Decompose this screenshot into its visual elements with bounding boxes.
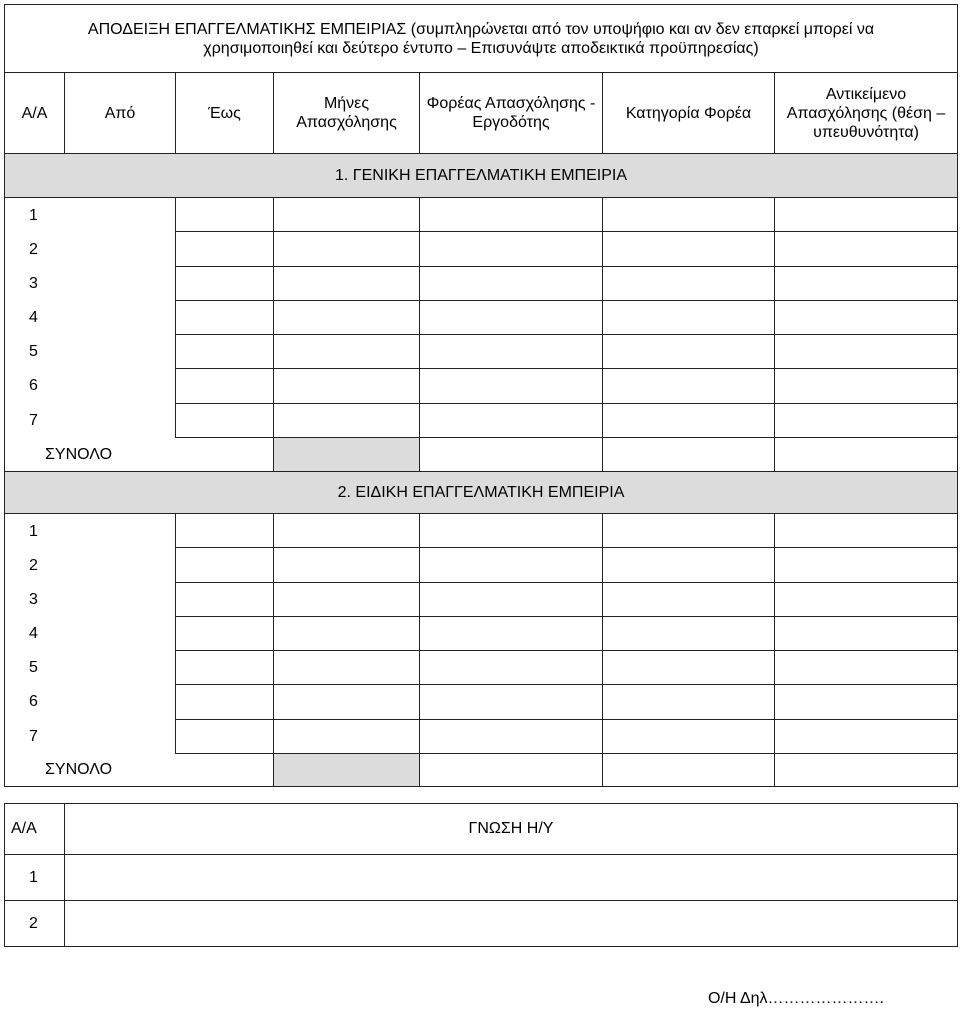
months-cell[interactable] bbox=[274, 514, 420, 548]
header-months: Μήνες Απασχόλησης bbox=[274, 73, 420, 154]
employer-cell[interactable] bbox=[420, 548, 603, 582]
from-cell[interactable] bbox=[65, 232, 176, 266]
months-cell[interactable] bbox=[274, 719, 420, 753]
category-cell[interactable] bbox=[603, 369, 775, 403]
row-number: 6 bbox=[5, 685, 65, 719]
row-number: 1 bbox=[5, 855, 65, 901]
employer-cell[interactable] bbox=[420, 335, 603, 369]
knowledge-cell[interactable] bbox=[65, 901, 958, 947]
category-cell[interactable] bbox=[603, 335, 775, 369]
from-cell[interactable] bbox=[65, 369, 176, 403]
category-cell[interactable] bbox=[603, 300, 775, 334]
employer-cell[interactable] bbox=[420, 369, 603, 403]
subject-cell[interactable] bbox=[775, 335, 958, 369]
table-row bbox=[5, 616, 958, 650]
to-cell[interactable] bbox=[176, 266, 274, 300]
table-row bbox=[5, 514, 958, 548]
header-from: Από bbox=[65, 73, 176, 154]
table-row bbox=[5, 855, 958, 901]
signature-line: Ο/Η Δηλ…………………. bbox=[707, 990, 884, 1007]
months-cell[interactable] bbox=[274, 266, 420, 300]
table-row bbox=[5, 582, 958, 616]
to-cell[interactable] bbox=[176, 651, 274, 685]
to-cell[interactable] bbox=[176, 685, 274, 719]
form-title bbox=[5, 5, 958, 73]
from-cell[interactable] bbox=[65, 266, 176, 300]
employer-cell[interactable] bbox=[420, 616, 603, 650]
employer-cell[interactable] bbox=[420, 514, 603, 548]
total-subject-cell[interactable] bbox=[775, 753, 958, 786]
subject-cell[interactable] bbox=[775, 582, 958, 616]
employer-cell[interactable] bbox=[420, 403, 603, 437]
category-cell[interactable] bbox=[603, 548, 775, 582]
knowledge-header-aa: Α/Α bbox=[5, 804, 65, 855]
subject-cell[interactable] bbox=[775, 198, 958, 232]
months-cell[interactable] bbox=[274, 651, 420, 685]
knowledge-header-title: ΓΝΩΣΗ Η/Υ bbox=[65, 804, 958, 855]
section-general-title: 1. ΓΕΝΙΚΗ ΕΠΑΓΓΕΛΜΑΤΙΚΗ ΕΜΠΕΙΡΙΑ bbox=[5, 153, 958, 197]
table-row bbox=[5, 651, 958, 685]
months-cell[interactable] bbox=[274, 369, 420, 403]
from-cell[interactable] bbox=[65, 616, 176, 650]
row-number: 6 bbox=[5, 369, 65, 403]
from-cell[interactable] bbox=[65, 651, 176, 685]
employer-cell[interactable] bbox=[420, 232, 603, 266]
row-number: 2 bbox=[5, 232, 65, 266]
total-subject-cell[interactable] bbox=[775, 437, 958, 471]
total-category-cell[interactable] bbox=[603, 437, 775, 471]
total-employer-cell[interactable] bbox=[420, 437, 603, 471]
category-cell[interactable] bbox=[603, 685, 775, 719]
employer-cell[interactable] bbox=[420, 651, 603, 685]
months-cell[interactable] bbox=[274, 198, 420, 232]
months-cell[interactable] bbox=[274, 685, 420, 719]
from-cell[interactable] bbox=[65, 685, 176, 719]
row-number: 3 bbox=[5, 582, 65, 616]
months-cell[interactable] bbox=[274, 232, 420, 266]
months-cell[interactable] bbox=[274, 403, 420, 437]
table-row bbox=[5, 335, 958, 369]
to-cell[interactable] bbox=[176, 719, 274, 753]
total-label: ΣΥΝΟΛΟ bbox=[5, 437, 274, 471]
header-aa: Α/Α bbox=[5, 73, 65, 154]
table-row bbox=[5, 369, 958, 403]
category-cell[interactable] bbox=[603, 582, 775, 616]
total-row bbox=[5, 753, 958, 786]
employer-cell[interactable] bbox=[420, 582, 603, 616]
employer-cell[interactable] bbox=[420, 198, 603, 232]
table-row bbox=[5, 685, 958, 719]
from-cell[interactable] bbox=[65, 198, 176, 232]
from-cell[interactable] bbox=[65, 300, 176, 334]
total-label: ΣΥΝΟΛΟ bbox=[5, 753, 274, 786]
subject-cell[interactable] bbox=[775, 403, 958, 437]
table-row bbox=[5, 266, 958, 300]
knowledge-cell[interactable] bbox=[65, 855, 958, 901]
header-row bbox=[5, 73, 958, 154]
months-cell[interactable] bbox=[274, 582, 420, 616]
category-cell[interactable] bbox=[603, 232, 775, 266]
from-cell[interactable] bbox=[65, 514, 176, 548]
total-months-cell[interactable] bbox=[274, 437, 420, 471]
months-cell[interactable] bbox=[274, 300, 420, 334]
category-cell[interactable] bbox=[603, 514, 775, 548]
category-cell[interactable] bbox=[603, 266, 775, 300]
header-to: Έως bbox=[176, 73, 274, 154]
to-cell[interactable] bbox=[176, 369, 274, 403]
header-employer: Φορέας Απασχόλησης - Εργοδότης bbox=[420, 73, 603, 154]
to-cell[interactable] bbox=[176, 616, 274, 650]
knowledge-header-row bbox=[5, 804, 958, 855]
form-title-line2: χρησιμοποιηθεί και δεύτερο έντυπο – Επισυνάψτε αποδεικτικά προϋπηρεσίας) bbox=[203, 39, 759, 57]
to-cell[interactable] bbox=[176, 300, 274, 334]
category-cell[interactable] bbox=[603, 198, 775, 232]
from-cell[interactable] bbox=[65, 719, 176, 753]
table-row bbox=[5, 232, 958, 266]
from-cell[interactable] bbox=[65, 582, 176, 616]
section-special-title: 2. ΕΙΔΙΚΗ ΕΠΑΓΓΕΛΜΑΤΙΚΗ ΕΜΠΕΙΡΙΑ bbox=[5, 471, 958, 513]
form-title-line1: ΑΠΟΔΕΙΞΗ ΕΠΑΓΓΕΛΜΑΤΙΚΗΣ ΕΜΠΕΙΡΙΑΣ (συμπληρώνεται από τον υποψήφιο και αν δεν επαρκεί μπορεί να bbox=[87, 20, 875, 38]
category-cell[interactable] bbox=[603, 616, 775, 650]
category-cell[interactable] bbox=[603, 403, 775, 437]
employer-cell[interactable] bbox=[420, 685, 603, 719]
row-number: 7 bbox=[5, 719, 65, 753]
to-cell[interactable] bbox=[176, 548, 274, 582]
months-cell[interactable] bbox=[274, 616, 420, 650]
row-number: 1 bbox=[5, 514, 65, 548]
months-cell[interactable] bbox=[274, 548, 420, 582]
total-row bbox=[5, 437, 958, 471]
header-subject: Αντικείμενο Απασχόλησης (θέση – υπευθυνότητα) bbox=[775, 73, 958, 154]
to-cell[interactable] bbox=[176, 582, 274, 616]
total-months-cell[interactable] bbox=[274, 753, 420, 786]
employer-cell[interactable] bbox=[420, 266, 603, 300]
subject-cell[interactable] bbox=[775, 548, 958, 582]
row-number: 1 bbox=[5, 198, 65, 232]
category-cell[interactable] bbox=[603, 719, 775, 753]
table-row bbox=[5, 719, 958, 753]
table-row bbox=[5, 198, 958, 232]
from-cell[interactable] bbox=[65, 548, 176, 582]
total-employer-cell[interactable] bbox=[420, 753, 603, 786]
header-category: Κατηγορία Φορέα bbox=[603, 73, 775, 154]
row-number: 5 bbox=[5, 651, 65, 685]
experience-table bbox=[4, 4, 958, 787]
row-number: 3 bbox=[5, 266, 65, 300]
to-cell[interactable] bbox=[176, 335, 274, 369]
computer-knowledge-table bbox=[4, 803, 958, 947]
subject-cell[interactable] bbox=[775, 719, 958, 753]
to-cell[interactable] bbox=[176, 198, 274, 232]
employer-cell[interactable] bbox=[420, 719, 603, 753]
to-cell[interactable] bbox=[176, 514, 274, 548]
total-category-cell[interactable] bbox=[603, 753, 775, 786]
table-row bbox=[5, 901, 958, 947]
subject-cell[interactable] bbox=[775, 514, 958, 548]
subject-cell[interactable] bbox=[775, 266, 958, 300]
subject-cell[interactable] bbox=[775, 300, 958, 334]
subject-cell[interactable] bbox=[775, 369, 958, 403]
table-row bbox=[5, 548, 958, 582]
from-cell[interactable] bbox=[65, 335, 176, 369]
row-number: 5 bbox=[5, 335, 65, 369]
from-cell[interactable] bbox=[65, 403, 176, 437]
subject-cell[interactable] bbox=[775, 616, 958, 650]
subject-cell[interactable] bbox=[775, 651, 958, 685]
subject-cell[interactable] bbox=[775, 232, 958, 266]
subject-cell[interactable] bbox=[775, 685, 958, 719]
table-row bbox=[5, 300, 958, 334]
category-cell[interactable] bbox=[603, 651, 775, 685]
row-number: 2 bbox=[5, 548, 65, 582]
employer-cell[interactable] bbox=[420, 300, 603, 334]
row-number: 2 bbox=[5, 901, 65, 947]
to-cell[interactable] bbox=[176, 232, 274, 266]
to-cell[interactable] bbox=[176, 403, 274, 437]
row-number: 4 bbox=[5, 300, 65, 334]
row-number: 7 bbox=[5, 403, 65, 437]
table-row bbox=[5, 403, 958, 437]
months-cell[interactable] bbox=[274, 335, 420, 369]
row-number: 4 bbox=[5, 616, 65, 650]
